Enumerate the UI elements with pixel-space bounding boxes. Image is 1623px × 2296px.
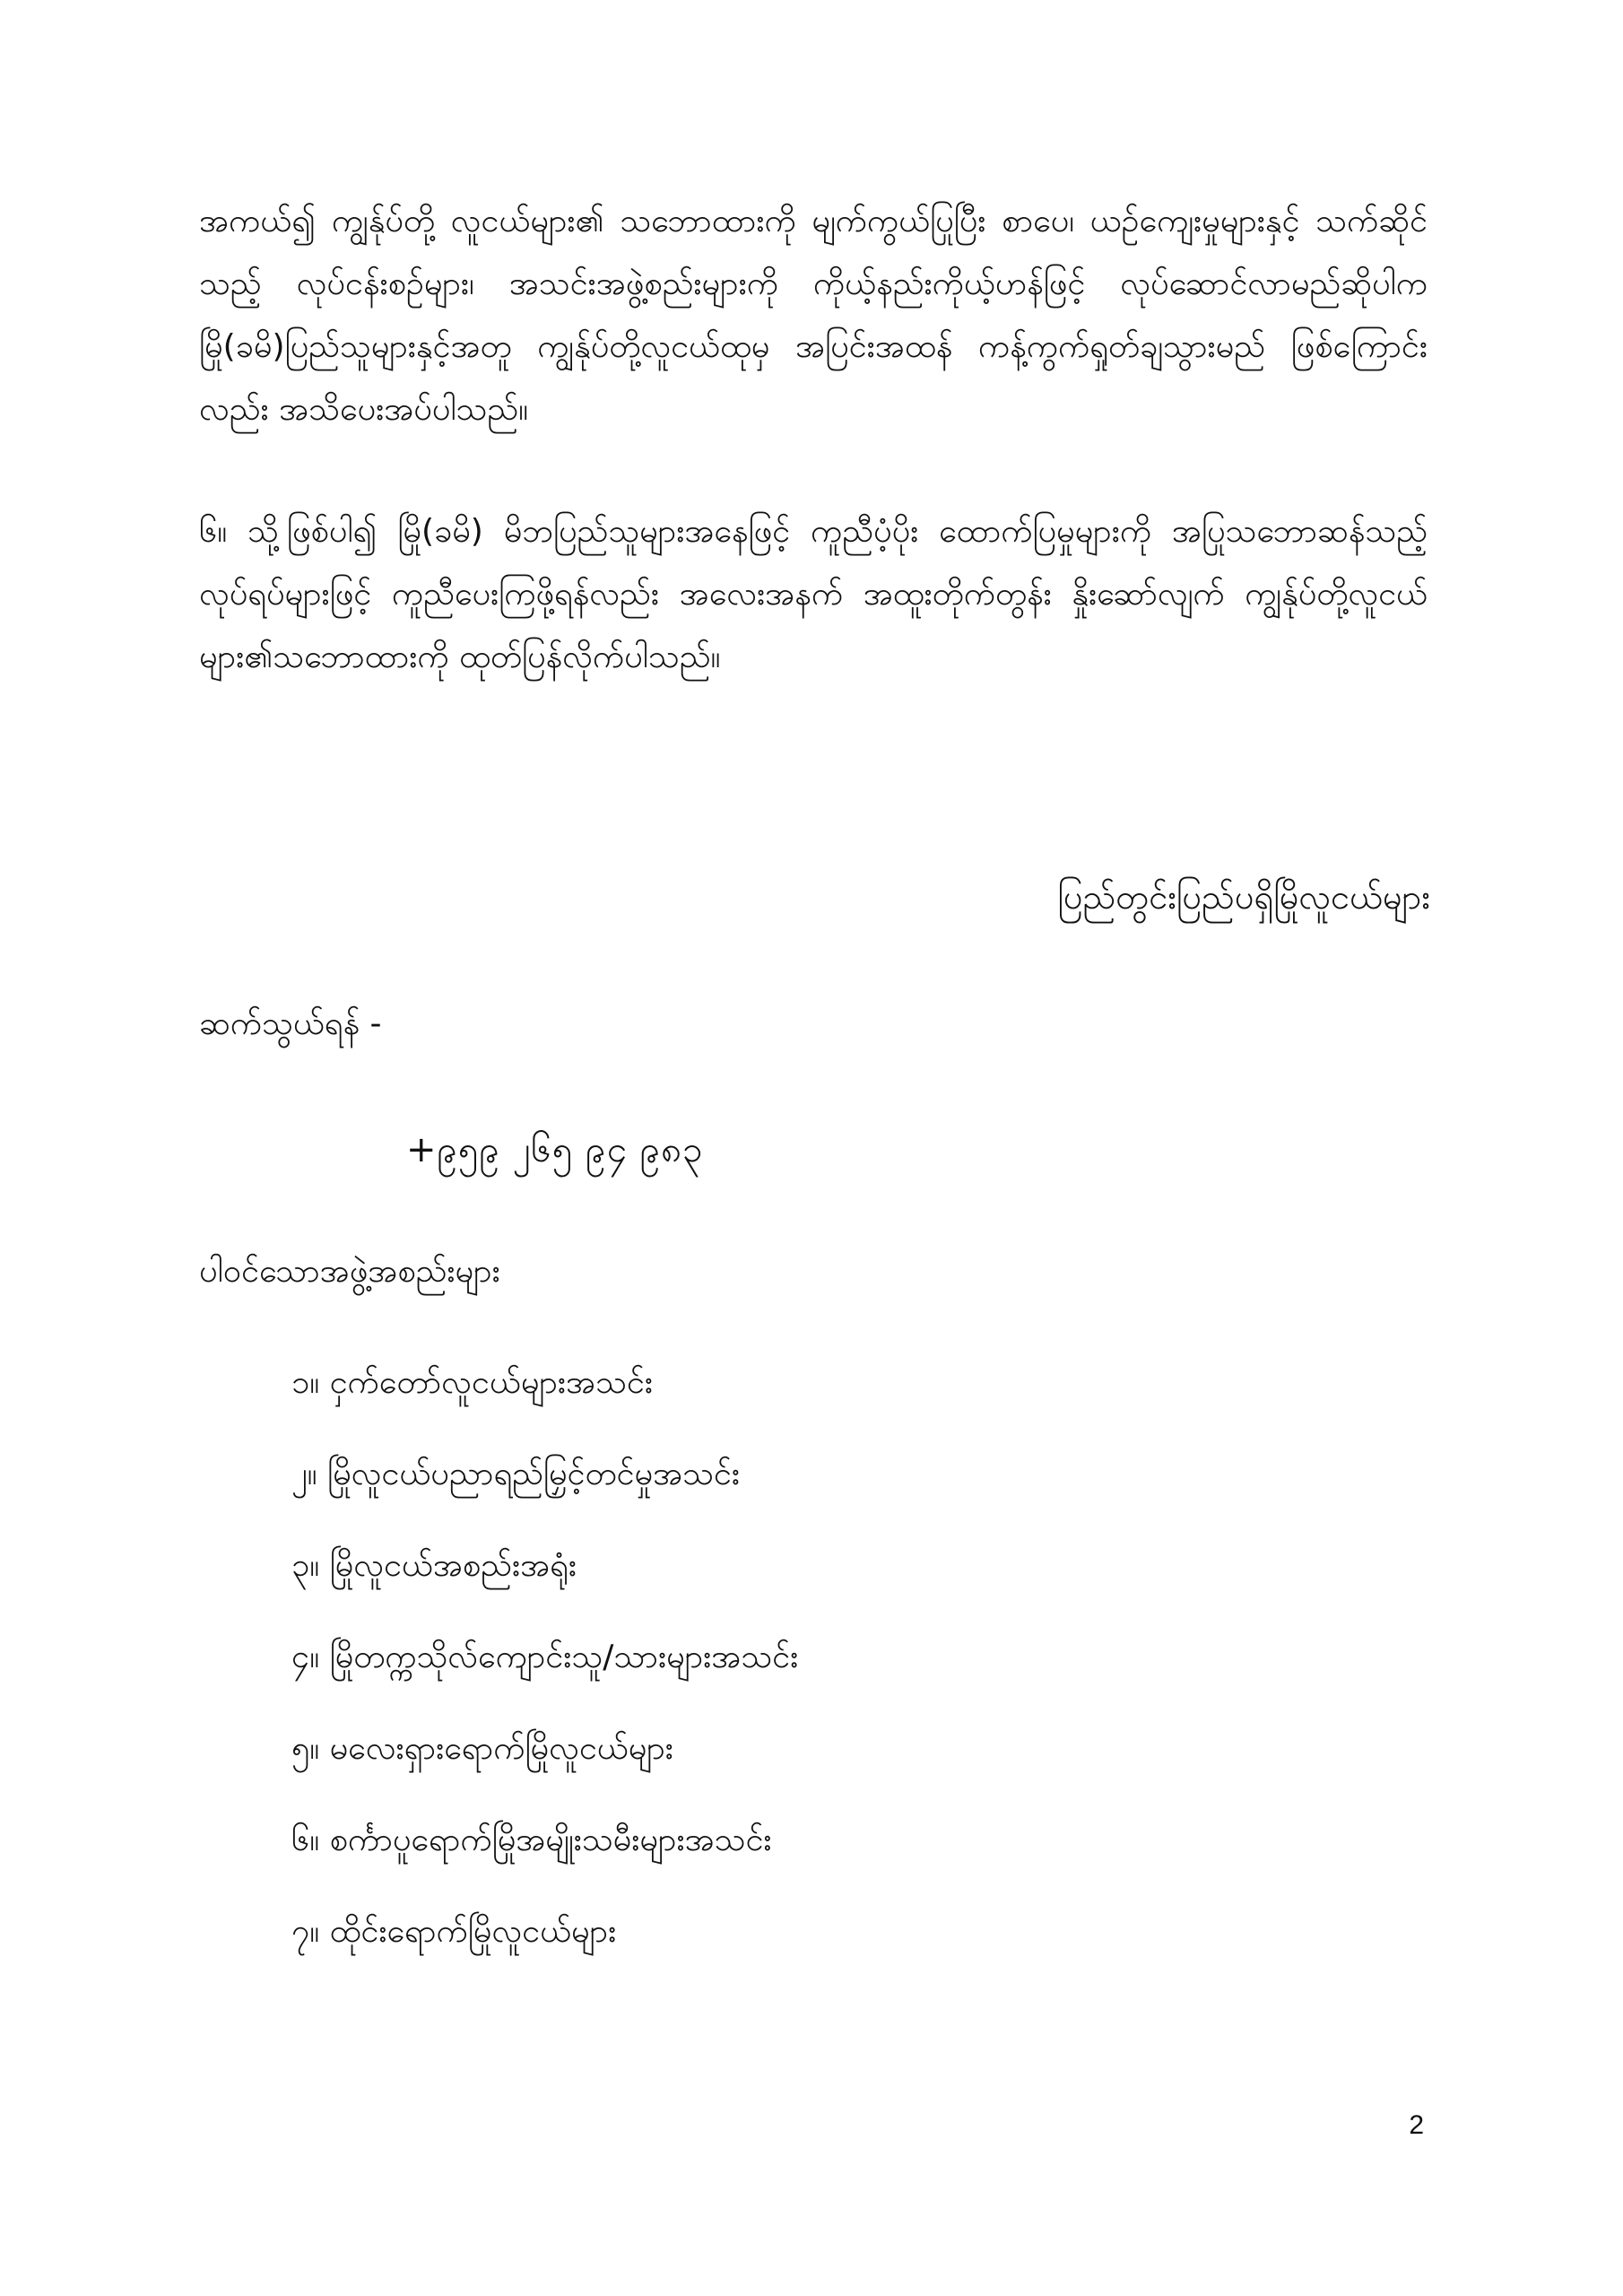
body-paragraph-1: အကယ်၍ ကျွန်ုပ်တို့ လူငယ်များ၏ သဘောထားကို မျက်ကွယ်ပြုပြီး စာပေ၊ ယဉ်ကျေးမှုများနှင့် သက်ဆိုင်သည့် လုပ်ငန်းစဉ်များ၊ အသင်းအဖွဲ့စည်းများကို ကိုယ့်နည်းကိုယ့်ဟန်ဖြင့် လုပ်ဆောင်လာမည်ဆိုပါက မြို(ခမိ)ပြည်သူများနှင့်အတူ ကျွန်ုပ်တို့လူငယ်ထုမှ အပြင်းအထန် ကန့်ကွက်ရှုတ်ချသွားမည် ဖြစ်ကြောင်းလည်း အသိပေးအပ်ပါသည်။: [199, 203, 1428, 428]
organization-item: ၄။ မြိုတက္ကသိုလ်ကျောင်းသူ/သားများအသင်း: [291, 1639, 799, 1675]
organization-item: ၂။ မြိုလူငယ်ပညာရည်မြှင့်တင်မှုအသင်း: [291, 1456, 741, 1492]
organizations-heading: ပါဝင်သောအဖွဲ့အစည်းများ: [199, 1253, 500, 1290]
organization-item: ၃။ မြိုလူငယ်အစည်းအရုံး: [291, 1547, 577, 1584]
contact-phone: +၉၅၉ ၂၆၅ ၉၄ ၉၈၃: [406, 1129, 704, 1170]
organizations-list: [291, 1356, 798, 1996]
page-number: 2: [1409, 2110, 1424, 2140]
organization-item: ၅။ မလေးရှားရောက်မြိုလူငယ်များ: [291, 1730, 673, 1767]
organization-item: ၁။ ငှက်တော်လူငယ်များအသင်း: [291, 1364, 654, 1401]
organization-item: ၆။ စင်္ကာပူရောက်မြိုအမျိုးသမီးများအသင်း: [291, 1822, 772, 1858]
organization-item: ၇။ ထိုင်းရောက်မြိုလူငယ်များ: [291, 1913, 617, 1950]
contact-label: ဆက်သွယ်ရန် -: [199, 1005, 382, 1042]
signature-line: ပြည်တွင်းပြည်ပရှိမြိုလူငယ်များ: [1057, 877, 1430, 917]
body-paragraph-2: ၆။ သို့ဖြစ်ပါ၍ မြို(ခမိ) မိဘပြည်သူများအနေဖြင့် ကူညီပံ့ပိုး ထောက်ပြမှုများကို အပြုသဘောဆန်သည့် လုပ်ရပ်များဖြင့် ကူညီပေးကြဖို့ရန်လည်း အလေးအနက် အထူးတိုက်တွန်း နှိုးဆော်လျက် ကျွန်ုပ်တို့လူငယ်များ၏သဘောထားကို ထုတ်ပြန်လိုက်ပါသည်။: [199, 513, 1428, 675]
